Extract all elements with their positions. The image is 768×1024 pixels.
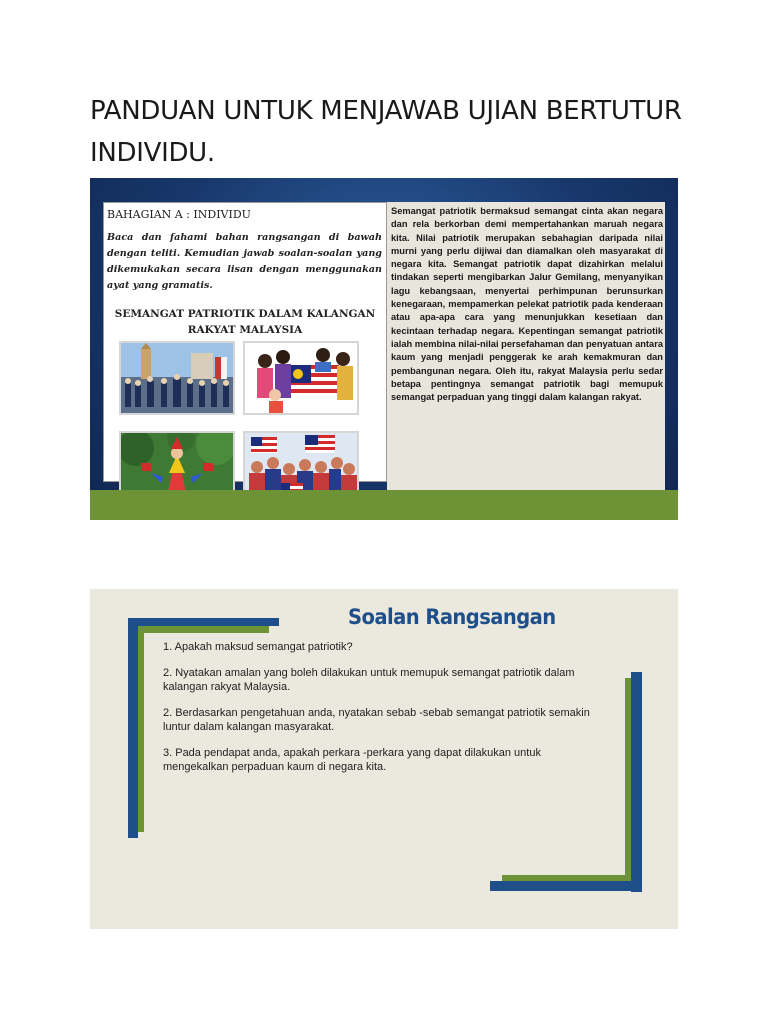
bracket-bottom-green [502, 875, 631, 881]
bracket-left-navy [128, 618, 138, 838]
photo-family-flag [243, 341, 359, 415]
section-heading: BAHAGIAN A : INDIVIDU [107, 208, 251, 221]
question-item: 3. Pada pendapat anda, apakah perkara -perkara yang dapat dilakukan untuk mengekalkan perpaduan kaum di negara kita. [163, 746, 541, 773]
questions-title: Soalan Rangsangan [348, 605, 556, 629]
slide-footer-band [90, 490, 678, 520]
slide-soalan-rangsangan [90, 589, 678, 929]
photo-parade [119, 341, 235, 415]
question-item: 2. Berdasarkan pengetahuan anda, nyatakan sebab -sebab semangat patriotik semakin luntur dalam kalangan masyarakat. [163, 706, 590, 733]
bracket-top-green [138, 626, 269, 633]
question-item: 2. Nyatakan amalan yang boleh dilakukan untuk memupuk semangat patriotik dalam kalangan rakyat Malaysia. [163, 666, 575, 693]
explanation-panel [387, 202, 665, 500]
bracket-right-navy [631, 672, 642, 892]
questions-list [163, 640, 603, 786]
topic-title: SEMANGAT PATRIOTIK DALAM KALANGAN RAKYAT MALAYSIA [114, 308, 376, 336]
bracket-bottom-navy [490, 881, 642, 891]
slide-bahagian-a [90, 178, 678, 520]
page-title: PANDUAN UNTUK MENJAWAB UJIAN BERTUTUR INDIVIDU. [90, 96, 682, 168]
bracket-top-navy [128, 618, 279, 626]
stimulus-panel [103, 202, 387, 482]
question-item: 1. Apakah maksud semangat patriotik? [163, 641, 353, 653]
bracket-right-green [625, 678, 631, 881]
explanation-paragraph: Semangat patriotik bermaksud semangat cinta akan negara dan rela berkorban demi mempertahankan maruah negara kita. Nilai patriotik merupakan sebahagian daripada nilai murni yang perlu dijiwai dan diamalkan oleh masyarakat di negara kita. Semangat patriotik dapat dizahirkan melalui tindakan seperti mengibarkan Jalur Gemilang, menyanyikan lagu kebangsaan, menyertai perhimpunan berunsurkan kenegaraan, mempamerkan pelekat patriotik pada kenderaan atau apa-apa cara yang menunjukkan kesetiaan dan kecintaan terhadap negara. Kepentingan semangat patriotik ialah membina nilai-nilai persefahaman dan penyatuan antara kaum yang menjadi penggerak ke arah kemakmuran dan pembangunan negara. Oleh itu, rakyat Malaysia perlu sedar betapa pentingnya semangat patriotik bagi memupuk semangat perpaduan yang tinggi dalam kalangan rakyat. [391, 206, 663, 403]
instruction-text: Baca dan fahami bahan rangsangan di bawah dengan teliti. Kemudian jawab soalan-soalan yang dikemukakan secara lisan dengan menggunakan ayat yang gramatis. [107, 232, 382, 291]
photo-grid [119, 341, 373, 505]
bracket-left-green [138, 626, 144, 832]
